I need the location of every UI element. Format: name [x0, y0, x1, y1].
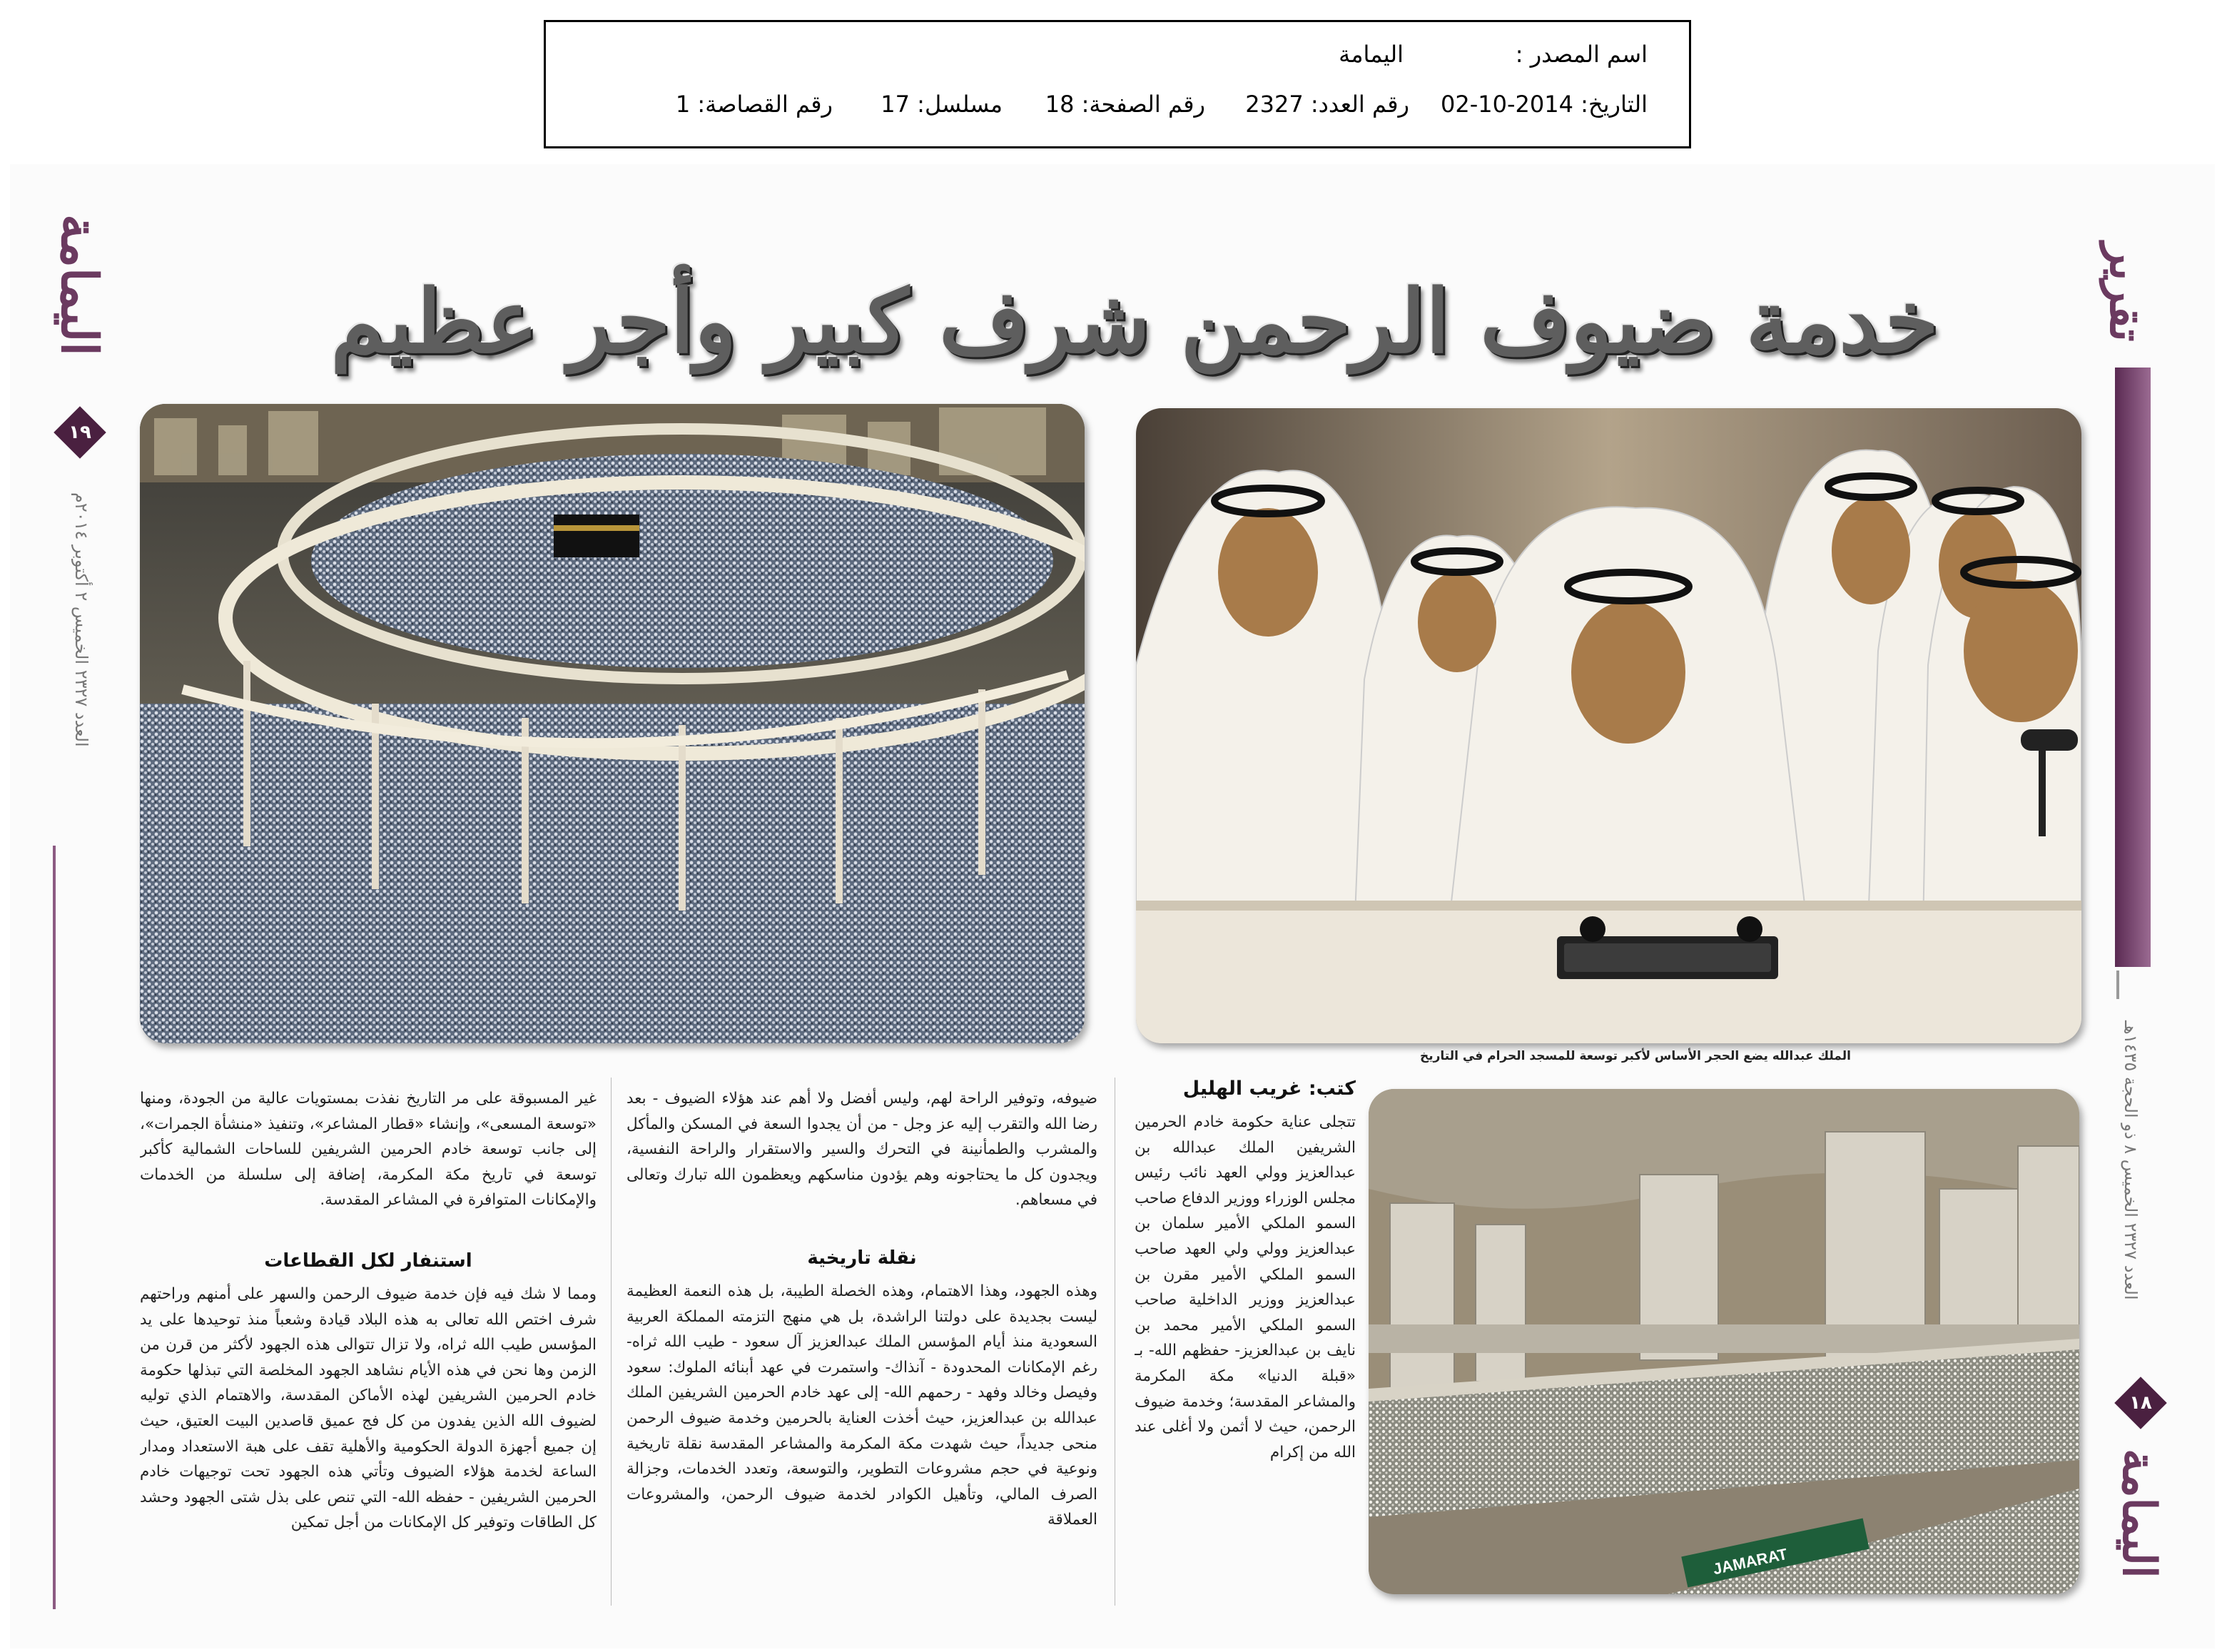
clip-number-field: رقم القصاصة: 1: [675, 91, 833, 118]
subheading-all-sectors: استنفار لكل القطاعات: [264, 1250, 472, 1272]
serial-field: مسلسل: 17: [881, 91, 1003, 118]
photo-caption: الملك عبدالله يضع الحجر الأساس لأكبر توسعة للمسجد الحرام في التاريخ: [1420, 1049, 1851, 1063]
haram-crowd-illustration: [140, 404, 1085, 1043]
section-bar: [2115, 368, 2151, 967]
margin-rule-left: [53, 846, 56, 1609]
article-column-3-top: غير المسبوقة على مر التاريخ نفذت بمستويات عالية من الجودة، ومنها «توسعة المسعى»، وإنشاء «قطار المشاعر»، وتنفيذ «منشأة الجمرات»، إلى جانب توسعة خادم الحرمين الشريفين للساحات الشمالية كأكبر توسعة في تاريخ مكة المكرمة، إضافة إلى سلسلة من الخدمات والإمكانات المتوافرة في المشاعر المقدسة.: [140, 1090, 597, 1210]
clipping-info-box: [544, 20, 1691, 148]
column-divider: [611, 1078, 612, 1606]
margin-tick-right: [2116, 971, 2119, 999]
haram-crowd-photo: [140, 404, 1085, 1043]
ceremony-illustration: [1136, 408, 2081, 1043]
page-number-right: ١٨: [2129, 1392, 2152, 1414]
jamarat-photo: [1369, 1089, 2079, 1594]
magazine-logo-right: اليمامة: [2112, 1449, 2166, 1578]
magazine-logo-left: اليمامة: [50, 214, 109, 356]
headline: خدمة ضيوف الرحمن شرف كبير وأجر عظيم: [330, 270, 1939, 373]
article-column-1: تتجلى عناية حكومة خادم الحرمين الشريفين الملك عبدالله بن عبدالعزيز وولي العهد نائب رئيس مجلس الوزراء ووزير الدفاع صاحب السمو الملكي الأمير سلمان بن عبدالعزيز وولي ولي العهد صاحب السمو الملكي الأمير مقرن بن عبدالعزيز ووزير الداخلية صاحب السمو الملكي الأمير محمد بن نايف بن عبدالعزيز- حفظهم الله- بـ «قبلة الدنيا» مكة المكرمة والمشاعر المقدسة؛ وخدمة ضيوف الرحمن، حيث لا أثمن ولا أغلى عند الله من إكرام: [1135, 1113, 1356, 1461]
issue-field: رقم العدد: 2327: [1245, 91, 1409, 118]
date-field: التاريخ: 2014-10-02: [1441, 91, 1648, 118]
jamarat-illustration: [1369, 1089, 2079, 1594]
article-column-2-bottom: وهذه الجهود، وهذا الاهتمام، وهذه الخصلة الطيبة، بل هذه النعمة العظيمة ليست بجديدة على دولتنا الراشدة، بل هي منهج التزمته المملكة العربية السعودية منذ أيام المؤسس الملك عبدالعزيز آل سعود - طيب الله ثراه- رغم الإمكانات المحدودة - آنذاك- واستمرت في عهد أبنائه الملوك: سعود وفيصل وخالد وفهد - رحمهم الله- إلى عهد خادم الحرمين الشريفين الملك عبدالله بن عبدالعزيز، حيث أخذت العناية بالحرمين وخدمة ضيوف الرحمن منحى جديداً، حيث شهدت مكة المكرمة والمشاعر المقدسة نقلة تاريخية ونوعية في حجم مشروعات التطوير، والتوسعة، وتعدد الخدمات، وجزالة الصرف المالي، وتأهيل الكوادر لخدمة ضيوف الرحمن، والمشروعات العملاقة: [626, 1282, 1097, 1529]
byline: كتب: غريب الهليل: [1182, 1078, 1356, 1100]
issue-line-right: العدد ٢٣٢٧ الخميس ٨ ذو الحجة ١٤٣٥هـ: [2121, 1020, 2141, 1300]
issue-line-left: العدد ٢٣٢٧ الخميس ٢ أكتوبر ٢٠١٤م: [71, 492, 91, 747]
king-ceremony-photo: [1136, 408, 2081, 1043]
jamarat-sign: JAMARAT: [1711, 1544, 1790, 1578]
page-field: رقم الصفحة: 18: [1045, 91, 1205, 118]
page-number-left: ١٩: [69, 422, 91, 443]
article-column-3-bottom: ومما لا شك فيه فإن خدمة ضيوف الرحمن والسهر على أمنهم وراحتهم شرف اختص الله تعالى به هذه البلاد قيادة وشعباً منذ توحيدها على يد المؤسس طيب الله ثراه، ولا تزال تتوالى هذه الجهود لأكثر من قرن من الزمن وها نحن في هذه الأيام نشاهد الجهود المخلصة التي تبذلها حكومة خادم الحرمين الشريفين لهذه الأماكن المقدسة، والاهتمام الذي توليه لضيوف الله الذين يفدون من كل فج عميق قاصدين البيت العتيق، حيث إن جميع أجهزة الدولة الحكومية والأهلية تقف على هبة الاستعداد ومدار الساعة لخدمة هؤلاء الضيوف وتأتي هذه الجهود تحت توجيهات خادم الحرمين الشريفين - حفظه الله- التي تنص على بذل شتى الجهود وحشد كل الطاقات وتوفير كل الإمكانات من أجل تمكين: [140, 1285, 597, 1532]
source-label: اسم المصدر :: [1515, 41, 1648, 68]
section-label: تقرير: [2099, 243, 2153, 342]
subheading-historic-leap: نقلة تاريخية: [807, 1247, 917, 1269]
source-value: اليمامة: [1339, 41, 1404, 68]
article-column-2-top: ضيوفه، وتوفير الراحة لهم، وليس أفضل ولا أهم عند هؤلاء الضيوف - بعد رضا الله والتقرب إليه عز وجل - من أن يجدوا السعة في المسكن والمأكل والمشرب والطمأنينة في التحرك والسير والاستقرار والراحة النفسية، ويجدون كل ما يحتاجونه وهم يؤدون مناسكهم ويعظمون الله تبارك وتعالى في مسعاهم.: [626, 1090, 1097, 1210]
